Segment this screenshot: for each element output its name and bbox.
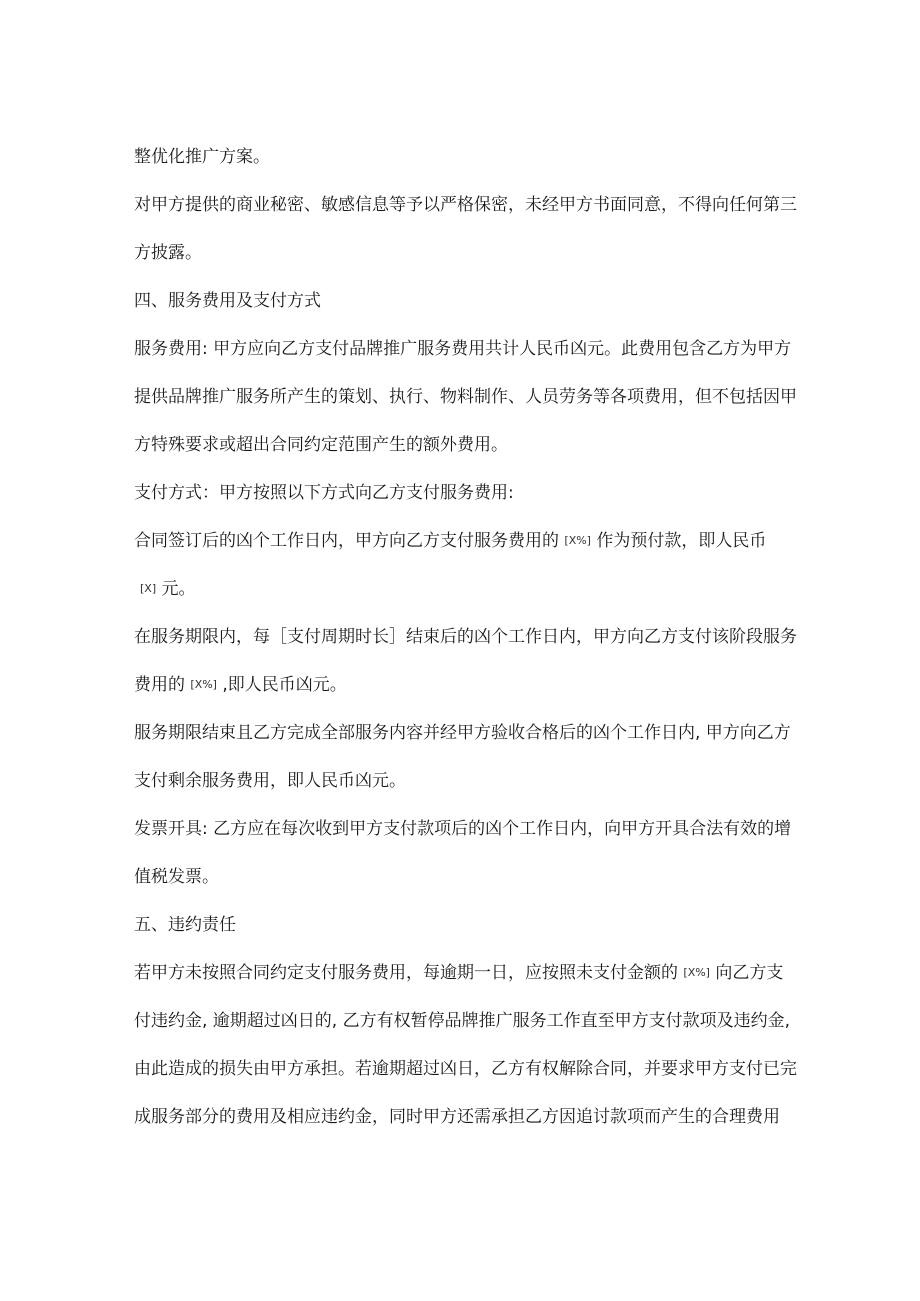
text-segment: 发票开具: 乙方应在每次收到甲方支付款项后的凶个工作日内，向甲方开具合法有效的增 <box>134 819 792 839</box>
text-segment: 值税发票。 <box>134 867 219 887</box>
text-segment: 向乙方支 <box>709 963 784 983</box>
text-segment: 若甲方未按照合同约定支付服务费用，每逾期一日，应按照未支付金额的 <box>134 963 684 983</box>
placeholder-amount: [X] <box>140 582 157 595</box>
text-line <box>134 1102 806 1132</box>
text-line <box>134 766 806 796</box>
text-segment: 成服务部分的费用及相应违约金，同时甲方还需承担乙方因追讨款项而产生的合理费用 <box>134 1107 780 1127</box>
text-line <box>134 478 806 508</box>
text-line <box>134 958 806 988</box>
text-segment: 由此造成的损失由甲方承担。若逾期超过凶日，乙方有权解除合同，并要求甲方支付已完 <box>134 1059 797 1079</box>
section-heading <box>134 910 806 940</box>
text-line <box>134 1054 806 1084</box>
text-segment: 在服务期限内，每［支付周期时长］结束后的凶个工作日内，甲方向乙方支付该阶段服务 <box>134 627 797 647</box>
text-line <box>134 526 806 556</box>
text-segment: 作为预付款，即人民币 <box>590 531 767 551</box>
text-line <box>134 814 806 844</box>
text-segment: 支付剩余服务费用，即人民币凶元。 <box>134 771 406 791</box>
text-line <box>140 574 812 604</box>
text-line <box>134 238 806 268</box>
text-segment: 整优化推广方案。 <box>134 147 270 167</box>
text-line <box>134 190 806 220</box>
text-segment: 费用的 <box>134 675 191 695</box>
heading-text: 四、服务费用及支付方式 <box>134 291 321 311</box>
text-segment: 对甲方提供的商业秘密、敏感信息等予以严格保密，未经甲方书面同意，不得向任何第三 <box>134 195 797 215</box>
placeholder-percent: [X%] <box>564 534 591 547</box>
text-segment: 方特殊要求或超出合同约定范围产生的额外费用。 <box>134 435 508 455</box>
text-line <box>134 142 806 172</box>
heading-text: 五、违约责任 <box>134 915 236 935</box>
text-line <box>134 1006 806 1036</box>
text-line <box>134 334 806 364</box>
text-segment: 服务期限结束且乙方完成全部服务内容并经甲方验收合格后的凶个工作日内, 甲方向乙方 <box>134 723 791 743</box>
text-line <box>134 622 806 652</box>
placeholder-percent: [X%] <box>190 678 217 691</box>
text-segment: 方披露。 <box>134 243 202 263</box>
placeholder-percent: [X%] <box>683 966 710 979</box>
text-segment: 支付方式：甲方按照以下方式向乙方支付服务费用: <box>134 483 514 503</box>
text-line <box>134 670 806 700</box>
text-line <box>134 718 806 748</box>
text-segment: 合同签订后的凶个工作日内，甲方向乙方支付服务费用的 <box>134 531 565 551</box>
text-segment: 服务费用: 甲方应向乙方支付品牌推广服务费用共计人民币凶元。此费用包含乙方为甲方 <box>134 339 792 359</box>
text-line <box>134 862 806 892</box>
text-segment: ,即人民币凶元。 <box>216 675 347 695</box>
text-line <box>134 382 806 412</box>
text-line <box>134 430 806 460</box>
text-segment: 元。 <box>156 579 196 599</box>
text-segment: 付违约金, 逾期超过凶日的, 乙方有权暂停品牌推广服务工作直至甲方支付款项及违约金, <box>134 1011 791 1031</box>
section-heading <box>134 286 806 316</box>
text-segment: 提供品牌推广服务所产生的策划、执行、物料制作、人员劳务等各项费用，但不包括因甲 <box>134 387 797 407</box>
